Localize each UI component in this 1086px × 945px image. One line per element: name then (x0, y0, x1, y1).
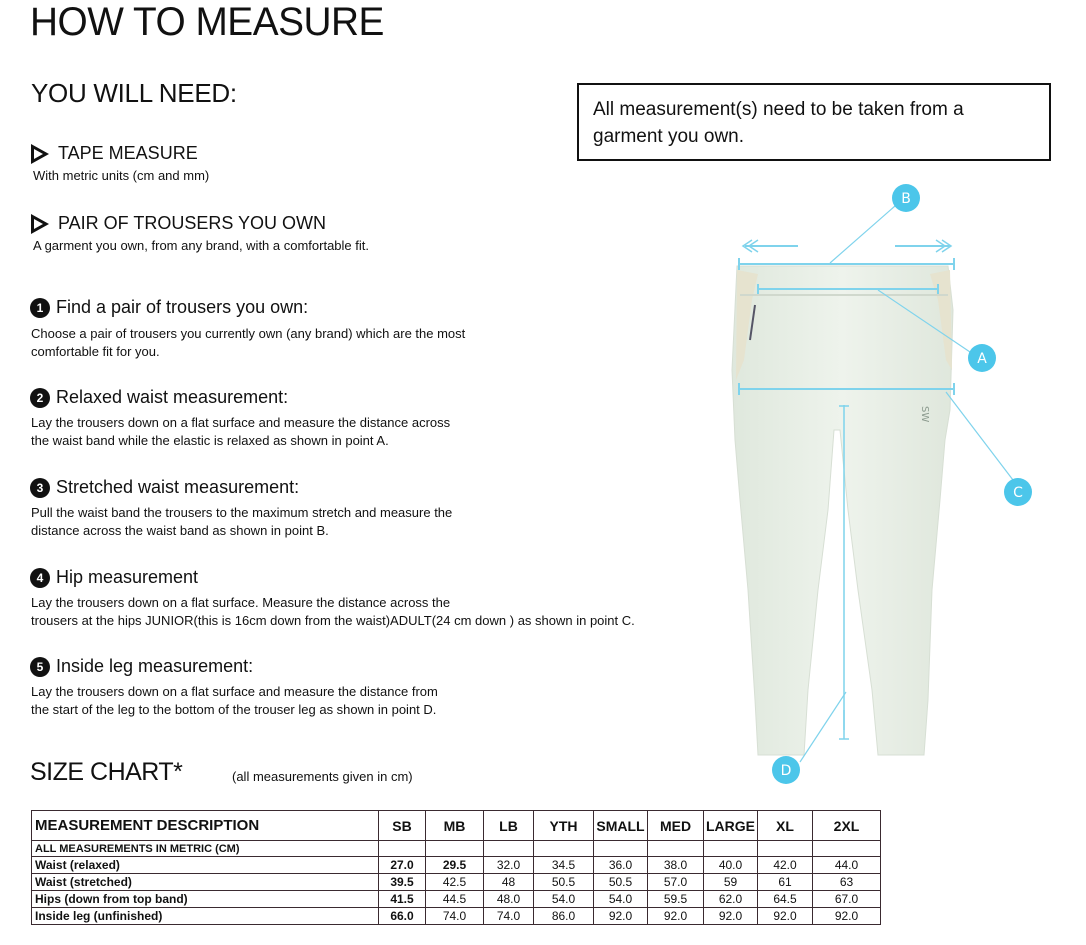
cell-value: 92.0 (704, 908, 758, 925)
trousers-diagram (700, 170, 1060, 790)
page-title: HOW TO MEASURE (30, 0, 384, 44)
step-number-icon: 4 (30, 568, 50, 588)
table-header-row (32, 811, 881, 841)
cell-value: 38.0 (648, 857, 704, 874)
step-title: Find a pair of trousers you own: (56, 297, 309, 317)
cell-value: 59.5 (648, 891, 704, 908)
cell-value: 92.0 (594, 908, 648, 925)
step-title: Inside leg measurement: (56, 656, 254, 676)
step-line: Lay the trousers down on a flat surface and measure the distance from (31, 684, 438, 699)
row-label: Waist (stretched) (32, 874, 379, 891)
marker-b-icon (892, 184, 920, 212)
step-1-body (31, 325, 465, 361)
step-5-body (31, 683, 438, 719)
cell-value: 41.5 (379, 891, 426, 908)
step-2-body (31, 414, 450, 450)
size-chart-table (31, 810, 881, 925)
you-will-need-heading: YOU WILL NEED: (31, 78, 237, 108)
step-1-heading (30, 297, 308, 318)
step-title: Stretched waist measurement: (56, 477, 300, 497)
step-number-icon: 1 (30, 298, 50, 318)
column-header-size: MB (426, 811, 484, 841)
cell-value: 74.0 (426, 908, 484, 925)
cell-value: 54.0 (534, 891, 594, 908)
size-chart-title: SIZE CHART* (30, 758, 183, 786)
cell-value: 86.0 (534, 908, 594, 925)
need-item-description: A garment you own, from any brand, with a comfortable fit. (33, 238, 369, 253)
marker-a-icon (968, 344, 996, 372)
step-number-icon: 3 (30, 478, 50, 498)
step-2-heading (30, 387, 288, 408)
step-line: Pull the waist band the trousers to the maximum stretch and measure the (31, 505, 453, 520)
need-item-trousers (31, 213, 326, 234)
row-label: Waist (relaxed) (32, 857, 379, 874)
cell-value: 50.5 (594, 874, 648, 891)
step-line: comfortable fit for you. (31, 344, 160, 359)
cell-value: 39.5 (379, 874, 426, 891)
table-row (32, 891, 881, 908)
step-title: Hip measurement (56, 567, 199, 587)
cell-value: 44.0 (813, 857, 881, 874)
step-line: Choose a pair of trousers you currently own (any brand) which are the most (31, 326, 466, 341)
step-line: trousers at the hips JUNIOR(this is 16cm down from the waist)ADULT(24 cm down ) as shown in point C. (31, 613, 635, 628)
marker-label: C (1013, 485, 1023, 501)
cell-value: 61 (758, 874, 813, 891)
column-header-size: XL (758, 811, 813, 841)
marker-label: B (901, 191, 911, 207)
step-3-heading (30, 477, 299, 498)
step-4-body (31, 594, 635, 630)
step-number-icon: 5 (30, 657, 50, 677)
cell-value: 48.0 (484, 891, 534, 908)
step-number-icon: 2 (30, 388, 50, 408)
marker-label: A (977, 351, 987, 367)
cell-value: 67.0 (813, 891, 881, 908)
cell-value: 34.5 (534, 857, 594, 874)
column-header-size: LARGE (704, 811, 758, 841)
table-subheader-row (32, 841, 881, 857)
column-header-size: SB (379, 811, 426, 841)
step-line: the waist band while the elastic is relaxed as shown in point A. (31, 433, 389, 448)
cell-value: 42.0 (758, 857, 813, 874)
step-5-heading (30, 656, 253, 677)
trousers-shape (732, 266, 953, 755)
column-header-size: MED (648, 811, 704, 841)
triangle-bullet-icon (31, 214, 49, 234)
cell-value: 54.0 (594, 891, 648, 908)
cell-value: 32.0 (484, 857, 534, 874)
cell-value: 74.0 (484, 908, 534, 925)
cell-value: 59 (704, 874, 758, 891)
step-title: Relaxed waist measurement: (56, 387, 289, 407)
note-line: All measurement(s) need to be taken from a (593, 99, 964, 120)
step-line: Lay the trousers down on a flat surface. Measure the distance across the (31, 595, 451, 610)
need-item-tape-measure (31, 143, 198, 164)
size-chart-note: (all measurements given in cm) (232, 769, 413, 784)
column-header-description: MEASUREMENT DESCRIPTION (32, 811, 379, 841)
marker-label: D (780, 763, 792, 779)
column-header-size: 2XL (813, 811, 881, 841)
need-item-label: TAPE MEASURE (58, 143, 198, 163)
note-line: garment you own. (593, 126, 745, 147)
cell-value: 92.0 (648, 908, 704, 925)
column-header-size: LB (484, 811, 534, 841)
cell-value: 62.0 (704, 891, 758, 908)
cell-value: 42.5 (426, 874, 484, 891)
cell-value: 29.5 (426, 857, 484, 874)
subheader-label: ALL MEASUREMENTS IN METRIC (CM) (32, 841, 379, 857)
column-header-size: SMALL (594, 811, 648, 841)
note-box (577, 83, 1051, 161)
cell-value: 66.0 (379, 908, 426, 925)
cell-value: 92.0 (758, 908, 813, 925)
need-item-label: PAIR OF TROUSERS YOU OWN (58, 213, 327, 233)
need-item-description: With metric units (cm and mm) (33, 168, 210, 183)
cell-value: 50.5 (534, 874, 594, 891)
step-4-heading (30, 567, 198, 588)
row-label: Inside leg (unfinished) (32, 908, 379, 925)
step-line: distance across the waist band as shown in point B. (31, 523, 329, 538)
marker-c-icon (1004, 478, 1032, 506)
row-label: Hips (down from top band) (32, 891, 379, 908)
step-3-body (31, 504, 452, 540)
cell-value: 36.0 (594, 857, 648, 874)
column-header-size: YTH (534, 811, 594, 841)
table-row (32, 874, 881, 891)
triangle-bullet-icon (31, 144, 49, 164)
cell-value: 44.5 (426, 891, 484, 908)
cell-value: 48 (484, 874, 534, 891)
table-row (32, 857, 881, 874)
cell-value: 57.0 (648, 874, 704, 891)
cell-value: 64.5 (758, 891, 813, 908)
step-line: Lay the trousers down on a flat surface and measure the distance across (31, 415, 451, 430)
step-line: the start of the leg to the bottom of the trouser leg as shown in point D. (31, 702, 437, 717)
cell-value: 92.0 (813, 908, 881, 925)
cell-value: 27.0 (379, 857, 426, 874)
cell-value: 63 (813, 874, 881, 891)
marker-d-icon (772, 756, 800, 784)
table-row (32, 908, 881, 925)
cell-value: 40.0 (704, 857, 758, 874)
svg-text:SW: SW (919, 406, 930, 423)
